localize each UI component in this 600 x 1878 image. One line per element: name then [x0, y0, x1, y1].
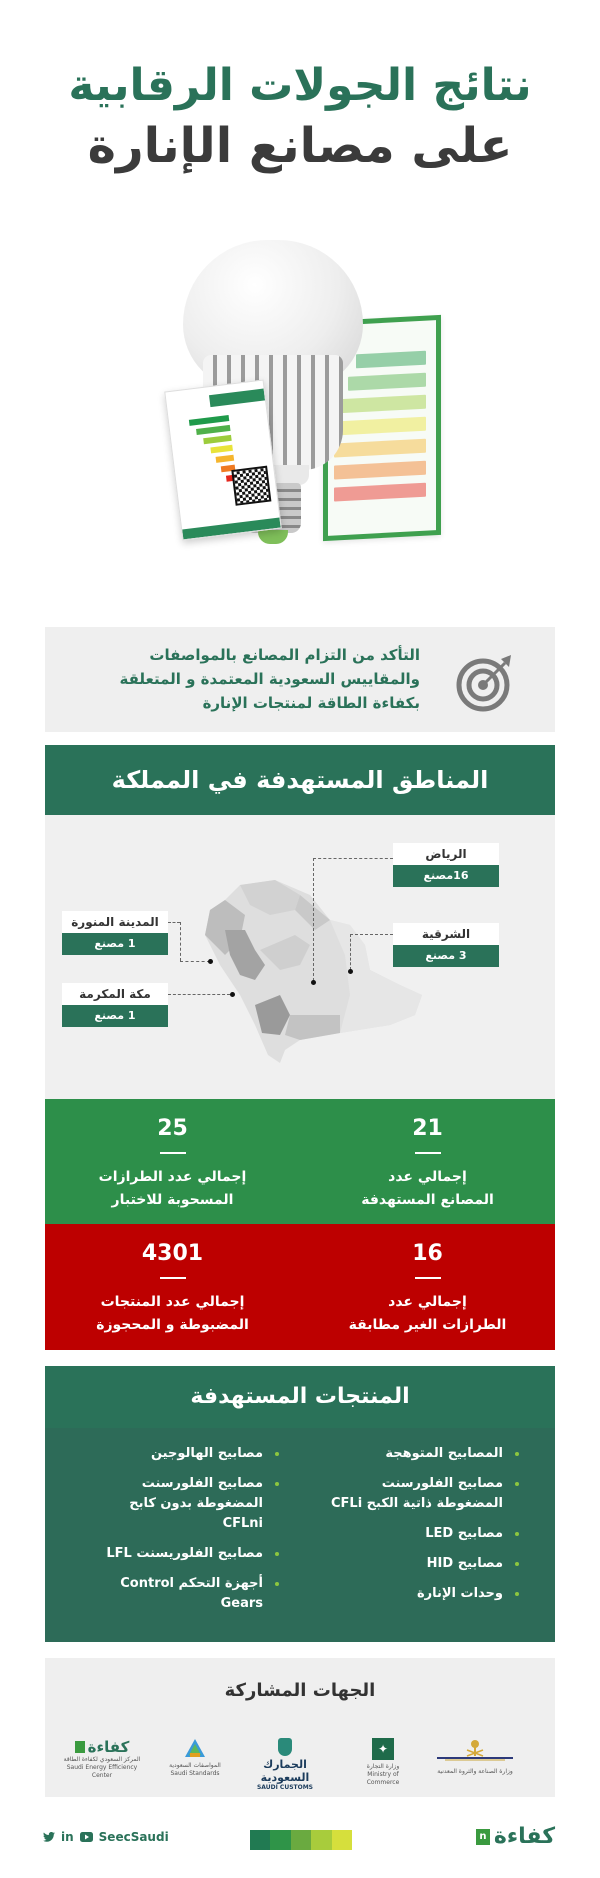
leader-line — [313, 858, 393, 859]
brand-wordmark: كفاءة — [493, 1824, 555, 1849]
partners-title: الجهات المشاركة — [224, 1680, 376, 1701]
product-label: المضغوطة ذاتية الكبح CFLi — [330, 1496, 503, 1511]
leader-line — [180, 961, 210, 962]
region-count: 3 مصنع — [393, 945, 499, 967]
logo-ministry-of-commerce — [353, 1738, 413, 1786]
logo-caption: وزارة الصناعة والثروة المعدنية — [437, 1768, 513, 1775]
list-item — [85, 1544, 315, 1564]
bullet-icon — [515, 1562, 519, 1566]
region-name: المدينة المنورة — [62, 911, 168, 933]
product-label: مصابيح الفلورسنت — [141, 1476, 263, 1491]
stats-green-row — [45, 1099, 555, 1224]
page-title-line-2: على مصانع الإنارة — [87, 118, 513, 174]
palm-swords-emblem-icon: ✦ — [372, 1738, 394, 1760]
leader-line — [180, 922, 181, 961]
logo-saudi-energy-efficiency-center — [59, 1738, 145, 1783]
customs-emblem-icon — [278, 1738, 292, 1756]
product-label: أجهزة التحكم Control Gears — [120, 1576, 263, 1611]
logo-ministry-of-industry — [435, 1738, 515, 1783]
stat-label: الطرازات الغير مطابقة — [348, 1317, 507, 1333]
stat-label: إجمالي عدد — [388, 1294, 467, 1310]
region-eastern — [393, 923, 499, 967]
social-links — [43, 1830, 169, 1844]
stat-value: 16 — [412, 1241, 443, 1266]
bullet-icon — [515, 1592, 519, 1596]
logo-saudi-customs — [240, 1738, 330, 1791]
color-strip-decoration — [250, 1830, 352, 1850]
logo-caption: المواصفات السعودية — [169, 1762, 221, 1769]
stat-label: إجمالي عدد الطرازات — [98, 1169, 247, 1185]
product-label: مصابيح HID — [426, 1556, 503, 1571]
riyadh-marker — [311, 980, 316, 985]
stat-label: المسحوبة للاختبار — [111, 1192, 234, 1208]
list-item — [325, 1584, 555, 1604]
logo-caption: الجمارك السعودية — [260, 1758, 310, 1784]
regions-map-panel — [45, 815, 555, 1099]
region-count: 16مصنع — [393, 865, 499, 887]
youtube-icon[interactable] — [80, 1832, 93, 1842]
region-name: الرياض — [393, 843, 499, 865]
region-count: 1 مصنع — [62, 1005, 168, 1027]
makkah-marker — [230, 992, 235, 997]
bulb-tip — [258, 530, 288, 544]
list-item — [85, 1444, 315, 1464]
stat-label: المصانع المستهدفة — [361, 1192, 494, 1208]
products-column-right — [325, 1444, 555, 1614]
list-item — [325, 1554, 555, 1574]
linkedin-icon[interactable]: in — [61, 1830, 74, 1844]
kafaa-mark-icon: n — [476, 1829, 490, 1845]
leader-line — [350, 934, 351, 970]
stat-value: 25 — [157, 1116, 188, 1141]
logo-wordmark: كفاءة — [87, 1738, 130, 1756]
logo-caption: وزارة التجارة — [366, 1763, 400, 1770]
leader-line — [168, 922, 180, 923]
list-item — [325, 1474, 555, 1514]
bullet-icon — [515, 1452, 519, 1456]
divider — [415, 1277, 441, 1279]
logo-saudi-standards — [165, 1738, 225, 1783]
products-header: المنتجات المستهدفة — [45, 1366, 555, 1428]
qr-code-icon — [231, 466, 271, 506]
stats-red-row — [45, 1224, 555, 1350]
region-makkah — [62, 983, 168, 1027]
led-bulb-with-energy-label-icon — [165, 235, 455, 560]
madinah-marker — [208, 959, 213, 964]
leader-line — [313, 858, 314, 981]
list-item — [85, 1474, 315, 1534]
products-list — [45, 1428, 555, 1642]
stat-value: 4301 — [141, 1241, 204, 1266]
product-label: المضغوطة بدون كابح CFLni — [129, 1496, 263, 1531]
stat-value: 21 — [412, 1116, 443, 1141]
twitter-icon[interactable] — [43, 1832, 55, 1842]
logo-caption: المركز السعودي لكفاءة الطاقة — [63, 1756, 141, 1763]
palm-swords-emblem-icon — [435, 1738, 515, 1764]
target-icon — [455, 653, 515, 713]
bullet-icon — [275, 1452, 279, 1456]
kafaa-logo — [476, 1824, 555, 1849]
divider — [160, 1152, 186, 1154]
triangle-emblem-icon — [184, 1738, 206, 1758]
logo-caption: Saudi Energy Efficiency Center — [66, 1764, 138, 1779]
stat-models-tested — [45, 1099, 300, 1224]
leader-line — [168, 994, 230, 995]
logo-caption: SAUDI CUSTOMS — [256, 1784, 314, 1791]
goal-panel — [45, 627, 555, 732]
region-riyadh — [393, 843, 499, 887]
region-count: 1 مصنع — [62, 933, 168, 955]
list-item — [325, 1444, 555, 1464]
social-handle[interactable]: SeecSaudi — [98, 1830, 169, 1844]
leader-line — [350, 934, 393, 935]
bullet-icon — [275, 1582, 279, 1586]
product-label: مصابيح الفلوريسنت LFL — [106, 1546, 263, 1561]
goal-text: التأكد من التزام المصانع بالمواصفات والمقاييس السعودية المعتمدة و المتعلقة بكفاءة الطاقة لمنتجات الإنارة — [119, 646, 420, 712]
stat-label: المضبوطة و المحجوزة — [96, 1317, 249, 1333]
divider — [160, 1277, 186, 1279]
bullet-icon — [515, 1482, 519, 1486]
list-item — [325, 1524, 555, 1544]
products-column-left — [85, 1444, 315, 1624]
footer — [0, 1820, 600, 1860]
eastern-marker — [348, 969, 353, 974]
region-name: مكة المكرمة — [62, 983, 168, 1005]
logo-caption: Saudi Standards — [170, 1770, 220, 1777]
region-madinah — [62, 911, 168, 955]
stat-label: إجمالي عدد المنتجات — [100, 1294, 245, 1310]
stat-label: إجمالي عدد — [388, 1169, 467, 1185]
stat-noncompliant-models — [300, 1224, 555, 1350]
page-title-line-1: نتائج الجولات الرقابية — [68, 60, 532, 111]
list-item — [85, 1574, 315, 1614]
partners-panel — [45, 1658, 555, 1797]
stat-seized-products — [45, 1224, 300, 1350]
product-label: المصابيح المتوهجة — [385, 1446, 503, 1461]
product-label: مصابيح الهالوجين — [150, 1446, 263, 1461]
bullet-icon — [275, 1552, 279, 1556]
energy-label-card — [164, 379, 282, 540]
product-label: مصابيح LED — [425, 1526, 503, 1541]
logo-caption: Ministry of Commerce — [366, 1771, 400, 1786]
bullet-icon — [515, 1532, 519, 1536]
regions-header: المناطق المستهدفة في المملكة — [45, 745, 555, 815]
divider — [415, 1152, 441, 1154]
kafaa-mark-icon — [75, 1741, 85, 1753]
product-label: وحدات الإنارة — [416, 1586, 503, 1601]
bullet-icon — [275, 1482, 279, 1486]
stat-target-factories — [300, 1099, 555, 1224]
product-label: مصابيح الفلورسنت — [381, 1476, 503, 1491]
region-name: الشرقية — [393, 923, 499, 945]
